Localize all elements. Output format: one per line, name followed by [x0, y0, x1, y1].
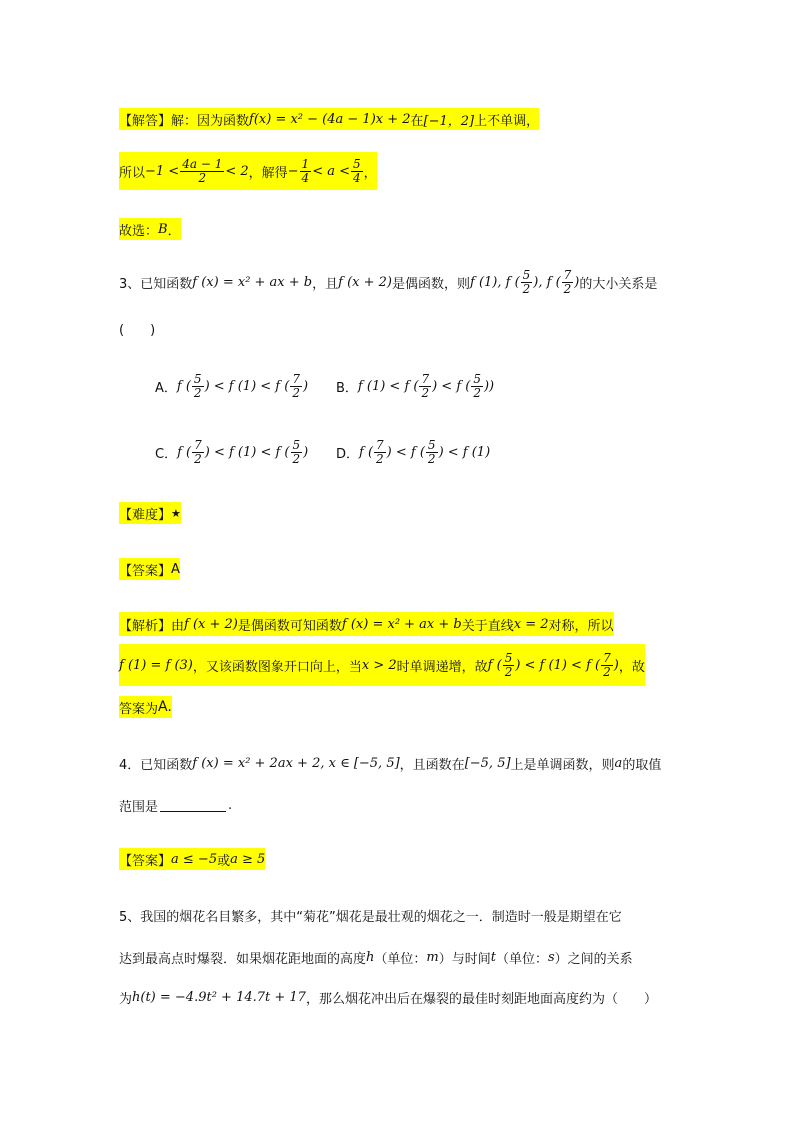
question-5-line-3: 为 h(t) = −4.9t² + 14.7t + 17 ，那么烟花冲出后在爆裂的最佳时刻距地面高度约为（ ）	[119, 989, 657, 1007]
option-d[interactable]: D． f ( $\frac{7}{2}$ ) < f ( $\frac{5}{2}$ ) < f (1)	[336, 437, 491, 466]
fraction: $\frac{7}{2}$	[563, 267, 572, 296]
question-4-line-1: 4．已知函数 f (x) = x² + 2ax + 2, x ∈ [−5, 5] ，且函数在 [−5, 5] 上是单调函数，则 a 的取值	[119, 755, 662, 773]
option-b[interactable]: B． f (1) < f ( $\frac{7}{2}$ ) < f ( $\frac{5}{2}$ ))	[336, 371, 495, 400]
solution-tag: 【解答】	[119, 113, 172, 129]
difficulty: 【难度】 ★	[119, 502, 181, 524]
analysis-line-1: 【解析】 由 f (x + 2) 是偶函数可知函数 f (x) = x² + ax + b 关于直线 x = 2 对称，所以	[119, 612, 614, 636]
fraction: $\frac{4a - 1}{2}$	[182, 156, 223, 185]
answer-3: 【答案】 A	[119, 558, 180, 580]
analysis-line-3: 答案为 A.	[119, 696, 172, 718]
solution-line-1: 【解答】 解：因为函数 f(x) = x² − (4a − 1)x + 2 在 [−1，2] 上不单调，	[119, 108, 539, 130]
option-a[interactable]: A． f ( $\frac{5}{2}$ ) < f (1) < f ( $\frac{7}{2}$ )	[155, 371, 309, 400]
solution-line-3: 故选： B ．	[119, 218, 181, 240]
answer-4: 【答案】 a ≤ −5 或 a ≥ 5	[119, 848, 265, 870]
interval: [−1，2]	[423, 113, 475, 129]
question-5-line-1: 5、我国的烟花名目繁多，其中“菊花”烟花是最壮观的烟花之一．制造时一般是期望在它	[119, 909, 622, 925]
fraction: $\frac{1}{4}$	[301, 156, 310, 185]
question-3-paren: ( )	[119, 322, 156, 338]
fraction: $\frac{5}{4}$	[353, 156, 361, 185]
answer-blank[interactable]	[160, 799, 226, 812]
solution-line-2: 所以 −1 < $\frac{4a - 1}{2}$ < 2 ，解得 − $\frac{1}{4}$ < a < $\frac{5}{4}$ ，	[119, 152, 377, 190]
question-4-line-2: 范围是 .	[119, 797, 233, 815]
analysis-line-2: f (1) = f (3) ，又该函数图象开口向上，当 x > 2 时单调递增，故 f ( $\frac{5}{2}$ ) < f (1) < f ( $\frac{7}{2}$ ) ，故	[119, 644, 645, 686]
question-5-line-2: 达到最高点时爆裂．如果烟花距地面的高度 h （单位： m ）与时间 t （单位： s ）之间的关系	[119, 949, 633, 967]
question-3-line-1: 3、已知函数 f (x) = x² + ax + b ，且 f (x + 2) 是偶函数，则 f (1), f ( $\frac{5}{2}$ ), f ( $\frac{7}{2}$ ) 的大小关系是	[119, 267, 658, 296]
star-icon: ★	[171, 506, 181, 520]
fraction: $\frac{5}{2}$	[522, 267, 531, 296]
option-c[interactable]: C． f ( $\frac{7}{2}$ ) < f (1) < f ( $\frac{5}{2}$ )	[155, 437, 309, 466]
function-expression: f(x) = x² − (4a − 1)x + 2	[249, 111, 411, 127]
